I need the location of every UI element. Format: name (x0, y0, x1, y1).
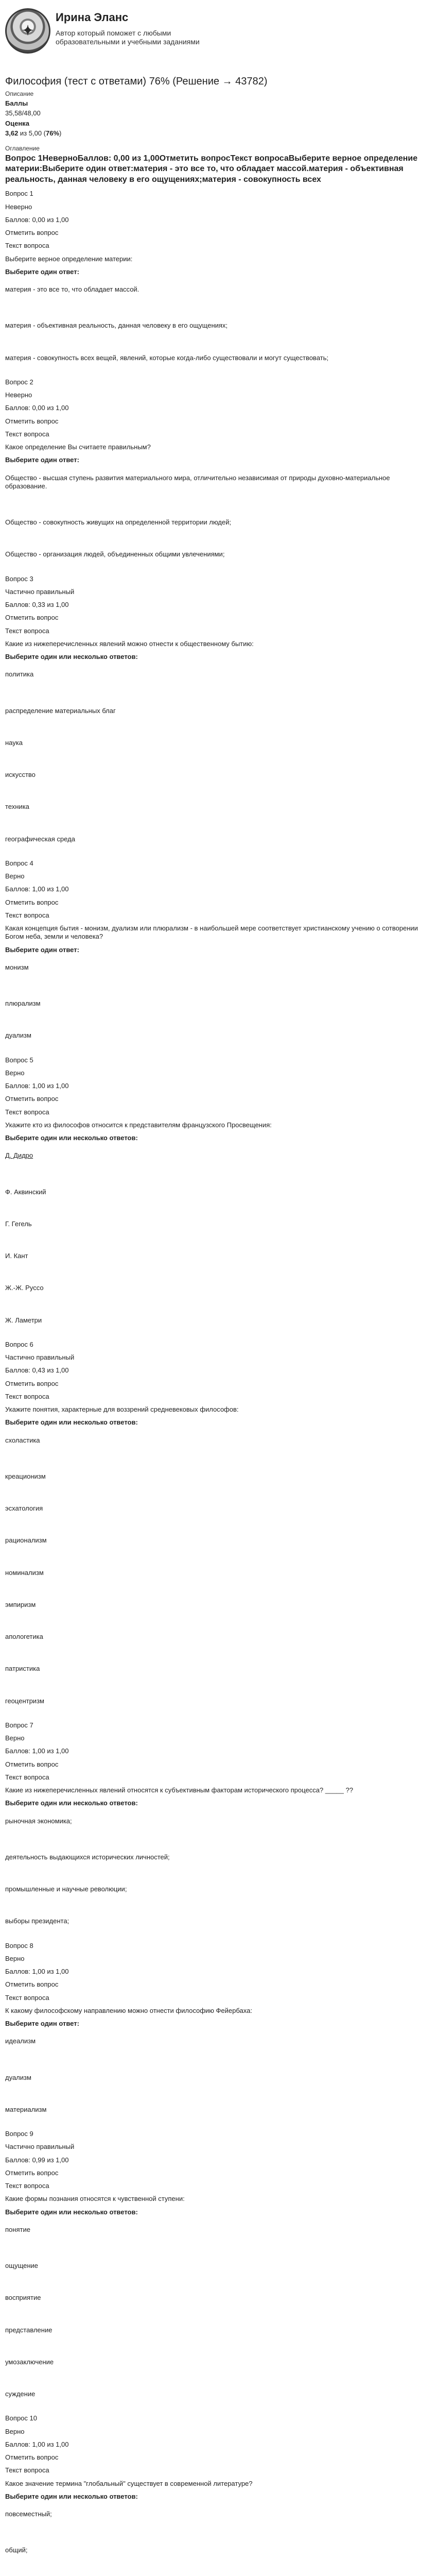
question-status: Частично правильный (5, 587, 75, 596)
points-value: 35,58/48,00 (5, 109, 41, 117)
answer-option[interactable]: дуализм (5, 1031, 31, 1040)
author-avatar-icon[interactable]: ✦ (5, 8, 50, 54)
answer-option[interactable]: материя - объективная реальность, данная человеку в его ощущениях; (5, 321, 228, 330)
answer-option[interactable]: восприятие (5, 2294, 41, 2302)
question-score: Баллов: 0,00 из 1,00 (5, 215, 69, 224)
question-text: Какая концепция бытия - монизм, дуализм или плюрализм - в наибольшей мере соответствует христианскому учению о сотворении Богом неба, земли и человека? (5, 924, 418, 941)
answer-option[interactable]: Г. Гегель (5, 1219, 32, 1228)
question-score: Баллов: 0,43 из 1,00 (5, 1366, 69, 1375)
question-text: Какие из нижеперечисленных явлений относятся к субъективным факторам исторического процесса? _____ ?? (5, 1786, 353, 1794)
question-text: К какому философскому направлению можно отнести философию Фейербаха: (5, 2006, 252, 2014)
flag-question-link[interactable]: Отметить вопрос (5, 2453, 59, 2462)
answer-option[interactable]: деятельность выдающихся исторических личностей; (5, 1853, 170, 1861)
answer-list (5, 1433, 431, 1717)
answer-option[interactable]: понятие (5, 2225, 30, 2233)
question-block (5, 859, 431, 1052)
answer-option[interactable]: монизм (5, 963, 29, 971)
question-block (5, 1056, 431, 1336)
answer-list (5, 1148, 431, 1336)
answer-option[interactable]: умозаключение (5, 2358, 54, 2366)
answer-option[interactable]: суждение (5, 2390, 36, 2398)
answer-option[interactable]: схоластика (5, 1436, 40, 1444)
answer-option[interactable]: рыночная экономика; (5, 1817, 72, 1825)
question-text-label: Текст вопроса (5, 242, 49, 250)
question-status: Неверно (5, 391, 32, 399)
answer-option[interactable]: наука (5, 738, 23, 747)
answer-option[interactable]: эмпиризм (5, 1600, 36, 1608)
answer-option[interactable]: распределение материальных благ (5, 706, 116, 715)
answer-option[interactable]: политика (5, 670, 34, 679)
question-text: Какое значение термина "глобальный" существует в современной литературе? (5, 2479, 253, 2487)
answer-prompt: Выберите один или несколько ответов: (5, 2492, 138, 2500)
question-block (5, 1341, 431, 1717)
grade-percent: 76% (46, 129, 60, 137)
answer-list (5, 2034, 431, 2125)
question-score: Баллов: 0,99 из 1,00 (5, 2156, 69, 2164)
flag-question-link[interactable]: Отметить вопрос (5, 229, 59, 237)
answer-option[interactable]: Д. Дидро (5, 1151, 33, 1160)
answer-prompt: Выберите один или несколько ответов: (5, 1134, 138, 1142)
page-title: Философия (тест с ответами) 76% (Решение → 43782) (5, 76, 268, 87)
answer-option[interactable]: рационализм (5, 1536, 47, 1545)
questions-list (5, 190, 431, 2576)
question-score: Баллов: 1,00 из 1,00 (5, 1968, 69, 1976)
answer-list (5, 1814, 431, 1937)
question-status: Частично правильный (5, 2143, 75, 2151)
grade-score: 3,62 (5, 129, 19, 137)
answer-option[interactable]: номинализм (5, 1568, 44, 1577)
question-number: Вопрос 7 (5, 1721, 33, 1729)
question-score: Баллов: 0,00 из 1,00 (5, 404, 69, 412)
question-text-label: Текст вопроса (5, 2182, 49, 2190)
answer-option[interactable]: апологетика (5, 1633, 43, 1641)
question-text-label: Текст вопроса (5, 911, 49, 919)
answer-list (5, 2223, 431, 2410)
grade-close: ) (59, 129, 62, 137)
question-text: Какие из нижеперечисленных явлений можно отнести к общественному бытию: (5, 639, 254, 648)
flag-question-link[interactable]: Отметить вопрос (5, 1760, 59, 1768)
answer-option[interactable]: Ф. Аквинский (5, 1188, 46, 1196)
answer-prompt: Выберите один или несколько ответов: (5, 1799, 138, 1807)
author-name[interactable]: Ирина Эланс (56, 11, 129, 24)
question-text-label: Текст вопроса (5, 1392, 49, 1400)
question-score: Баллов: 1,00 из 1,00 (5, 2440, 69, 2448)
flag-question-link[interactable]: Отметить вопрос (5, 1379, 59, 1387)
answer-option[interactable]: повсеместный; (5, 2510, 52, 2518)
question-status: Частично правильный (5, 1353, 75, 1362)
answer-prompt: Выберите один ответ: (5, 267, 79, 276)
answer-option[interactable]: искусство (5, 771, 36, 779)
answer-option[interactable] (5, 2566, 431, 2576)
answer-option[interactable]: материя - это все то, что обладает массой. (5, 285, 139, 294)
grade-label: Оценка (5, 119, 29, 127)
question-status: Неверно (5, 202, 32, 211)
author-info (56, 5, 231, 47)
answer-prompt: Выберите один ответ: (5, 456, 79, 464)
question-text: Укажите кто из философов относится к представителям французского Просвещения: (5, 1121, 272, 1129)
author-block (5, 5, 431, 67)
question-block (5, 378, 431, 570)
answer-option[interactable]: Общество - организация людей, объединенных общими увлечениями; (5, 550, 225, 558)
answer-prompt: Выберите один или несколько ответов: (5, 2208, 138, 2216)
question-text-label: Текст вопроса (5, 2466, 49, 2475)
answer-option[interactable]: И. Кант (5, 1252, 28, 1260)
answer-option[interactable]: материализм (5, 2105, 47, 2113)
answer-option[interactable]: эсхатология (5, 1504, 43, 1513)
answer-prompt: Выберите один или несколько ответов: (5, 653, 138, 661)
flag-question-link[interactable]: Отметить вопрос (5, 2168, 59, 2177)
flag-question-link[interactable]: Отметить вопрос (5, 417, 59, 425)
question-block (5, 575, 431, 855)
answer-option[interactable]: ощущение (5, 2262, 39, 2270)
points-label: Баллы (5, 99, 28, 107)
question-text: Укажите понятия, характерные для воззрений средневековых философов: (5, 1405, 239, 1414)
answer-option[interactable]: патристика (5, 1665, 40, 1673)
question-text: Какое определение Вы считаете правильным? (5, 443, 151, 451)
answer-option[interactable]: Ж. Ламетри (5, 1316, 42, 1324)
answer-list (5, 282, 431, 374)
flag-question-link[interactable]: Отметить вопрос (5, 1095, 59, 1103)
question-number: Вопрос 5 (5, 1056, 33, 1064)
answer-list (5, 667, 431, 855)
answer-option[interactable]: геоцентризм (5, 1697, 44, 1705)
toc-text: Вопрос 1НеверноБаллов: 0,00 из 1,00Отметить вопросТекст вопросаВыберите верное определение материи:Выберите один ответ:материя - это все то, что обладает массой.материя - объективная реальность, данная человеку в его ощущениях;материя - совокупность всех (5, 154, 418, 184)
question-text-label: Текст вопроса (5, 1108, 49, 1116)
question-number: Вопрос 2 (5, 378, 33, 386)
question-score: Баллов: 1,00 из 1,00 (5, 1747, 69, 1755)
question-number: Вопрос 10 (5, 2414, 37, 2422)
answer-option[interactable]: представление (5, 2326, 53, 2334)
question-number: Вопрос 9 (5, 2130, 33, 2138)
question-number: Вопрос 8 (5, 1941, 33, 1950)
question-block (5, 2414, 431, 2576)
answer-prompt: Выберите один ответ: (5, 945, 79, 954)
answer-option[interactable]: промышленные и научные революции; (5, 1885, 127, 1893)
question-text: Выберите верное определение материи: (5, 255, 133, 263)
answer-list (5, 471, 431, 570)
question-text-label: Текст вопроса (5, 626, 49, 635)
description-label: Описание (5, 90, 34, 97)
question-status: Верно (5, 872, 25, 880)
question-text-label: Текст вопроса (5, 430, 49, 438)
answer-prompt: Выберите один ответ: (5, 2020, 79, 2028)
question-block (5, 190, 431, 374)
answer-option[interactable]: техника (5, 803, 29, 811)
question-text: Какие формы познания относятся к чувственной ступени: (5, 2195, 185, 2203)
answer-option[interactable]: выборы президента; (5, 1917, 69, 1925)
flag-question-link[interactable]: Отметить вопрос (5, 614, 59, 622)
toc-heading: Оглавление (5, 145, 40, 152)
question-score: Баллов: 1,00 из 1,00 (5, 885, 69, 893)
question-number: Вопрос 6 (5, 1340, 33, 1348)
question-status: Верно (5, 1954, 25, 1962)
answer-option[interactable]: материя - совокупность всех вещей, явлений, которые когда-либо существовали и могут существовать; (5, 353, 328, 362)
question-score: Баллов: 1,00 из 1,00 (5, 1082, 69, 1090)
flag-question-link[interactable]: Отметить вопрос (5, 898, 59, 906)
question-block (5, 1721, 431, 1937)
answer-option[interactable]: Общество - совокупность живущих на определенной территории людей; (5, 518, 231, 527)
author-description: Автор который поможет с любыми образовательными и учебными заданиями (56, 28, 200, 46)
answer-list (5, 960, 431, 1052)
grade-value (5, 129, 431, 138)
question-number: Вопрос 3 (5, 574, 33, 583)
answer-option[interactable]: Общество - высшая ступень развития материального мира, отличительно независимая от природы духовно-материальное образование. (5, 473, 390, 490)
answer-option[interactable]: дуализм (5, 2073, 31, 2081)
question-number: Вопрос 1 (5, 190, 33, 198)
question-status: Верно (5, 2427, 25, 2435)
answer-option[interactable]: плюрализм (5, 999, 41, 1008)
answer-option[interactable]: идеализм (5, 2037, 36, 2045)
question-block (5, 1942, 431, 2126)
grade-max: из 5,00 ( (18, 129, 46, 137)
question-block (5, 2130, 431, 2410)
answer-option[interactable]: общий; (5, 2546, 28, 2554)
question-status: Верно (5, 1069, 25, 1077)
question-status: Верно (5, 1734, 25, 1742)
answer-option[interactable]: географическая среда (5, 835, 75, 843)
answer-prompt: Выберите один или несколько ответов: (5, 1418, 138, 1427)
flag-question-link[interactable]: Отметить вопрос (5, 1980, 59, 1989)
question-text-label: Текст вопроса (5, 1993, 49, 2002)
question-score: Баллов: 0,33 из 1,00 (5, 601, 69, 609)
answer-option[interactable]: Ж.-Ж. Руссо (5, 1284, 44, 1292)
question-number: Вопрос 4 (5, 859, 33, 867)
answer-option[interactable]: креационизм (5, 1472, 46, 1480)
question-text-label: Текст вопроса (5, 1773, 49, 1781)
answer-list (5, 2507, 431, 2576)
